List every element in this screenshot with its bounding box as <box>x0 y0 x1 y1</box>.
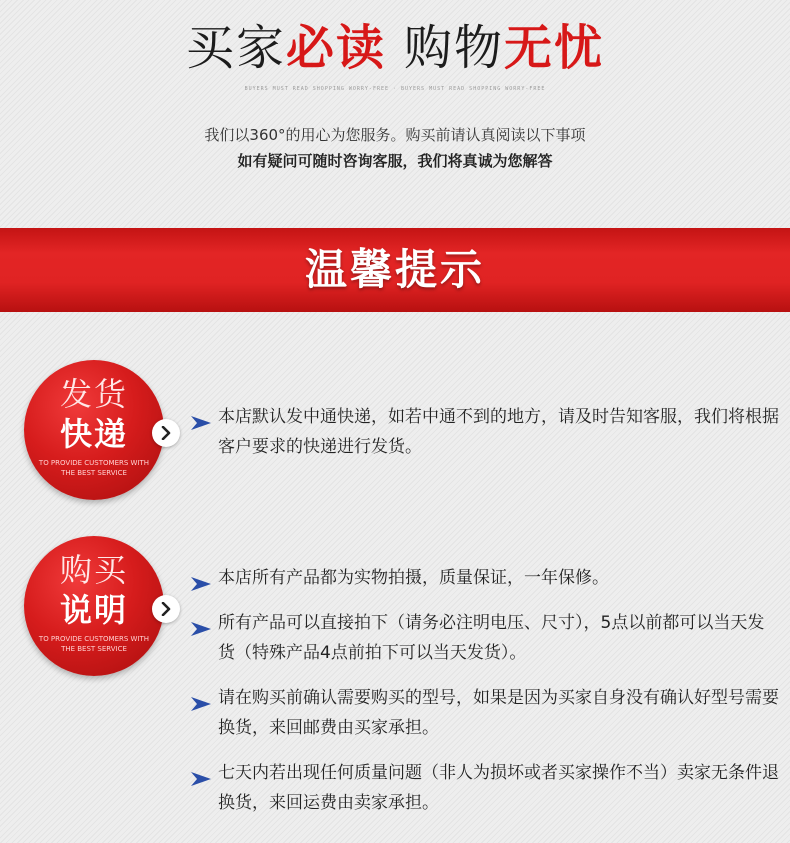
banner-title: 温馨提示 <box>304 245 485 294</box>
list-item-text: 本店默认发中通快递，如若中通不到的地方，请及时告知客服，我们将根据客户要求的快递进行发货。 <box>218 407 779 457</box>
purchase-badge-subtitle: TO PROVIDE CUSTOMERS WITH THE BEST SERVICE <box>38 635 150 653</box>
tips-banner <box>0 228 790 312</box>
list-item-text: 请在购买前确认需要购买的型号，如果是因为买家自身没有确认好型号需要换货，来回邮费由买家承担。 <box>218 688 779 738</box>
list-item <box>191 683 781 743</box>
arrow-bullet-icon <box>191 691 211 721</box>
list-item-text: 七天内若出现任何质量问题（非人为损坏或者买家操作不当）卖家无条件退换货，来回运费由卖家承担。 <box>218 763 779 813</box>
shipping-badge-subtitle: TO PROVIDE CUSTOMERS WITH THE BEST SERVICE <box>38 459 150 477</box>
intro-text: 我们以360°的用心为您服务。购买前请认真阅读以下事项 <box>204 126 586 144</box>
title-part-worry-free: 无忧 <box>504 20 605 76</box>
list-item <box>191 608 781 668</box>
intro-highlight-text: 如有疑问可随时咨询客服，我们将真诚为您解答 <box>237 152 553 170</box>
title-part-must-read: 必读 <box>285 20 386 76</box>
page-title <box>0 18 790 78</box>
decorative-tiny-text: BUYERS MUST READ SHOPPING WORRY-FREE · BUYERS MUST READ SHOPPING WORRY-FREE <box>244 86 546 92</box>
list-item-text: 本店所有产品都为实物拍摄，质量保证，一年保修。 <box>218 568 609 588</box>
chevron-right-icon <box>152 595 180 623</box>
list-item <box>191 402 781 462</box>
shipping-badge <box>24 360 164 500</box>
list-item <box>191 758 781 818</box>
title-part-shopping: 购物 <box>404 20 505 76</box>
list-item <box>191 563 781 593</box>
list-item-text: 所有产品可以直接拍下（请务必注明电压、尺寸），5点以前都可以当天发货（特殊产品4点前拍下可以当天发货）。 <box>218 613 765 663</box>
purchase-badge-line2: 说明 <box>59 591 128 629</box>
shipping-badge-line1: 发货 <box>59 375 128 413</box>
arrow-bullet-icon <box>191 410 211 440</box>
arrow-bullet-icon <box>191 571 211 601</box>
arrow-bullet-icon <box>191 766 211 796</box>
shipping-badge-line2: 快递 <box>59 415 128 453</box>
purchase-badge <box>24 536 164 676</box>
title-part-buyer: 买家 <box>185 20 286 76</box>
arrow-bullet-icon <box>191 616 211 646</box>
chevron-right-icon <box>152 419 180 447</box>
purchase-badge-line1: 购买 <box>59 551 128 589</box>
